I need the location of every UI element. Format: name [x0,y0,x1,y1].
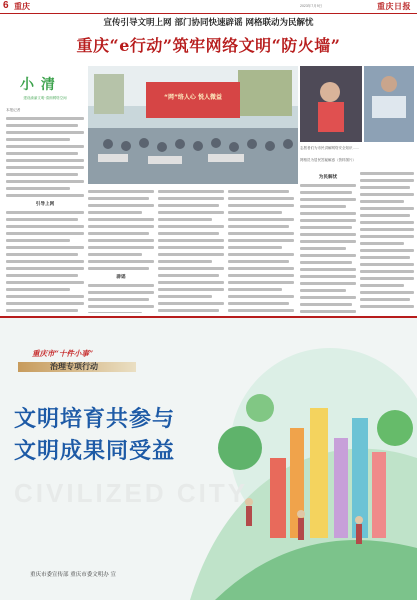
event-photo [88,66,298,184]
text-column-5 [300,172,356,313]
slogan-line-2: 文明成果同受益 [14,439,176,464]
byline: 本报记者 [6,108,21,112]
logo-subtitle: 建设渝渝文明·清朗网络空间 [23,96,67,100]
section-name: 重庆 [14,2,30,11]
volunteer-photo [300,66,362,142]
subhead-1: 引导上网 [35,202,55,207]
campaign-logo [6,74,84,104]
text-column-2 [88,190,154,313]
slogan-line-1: 文明培育共参与 [14,407,176,432]
subhead-3: 为民解忧 [318,175,338,180]
sponsor-line: 重庆市委宣传部 重庆市委文明办 宣 [30,572,116,578]
page-number: 6 [3,0,9,11]
laptop-photo [364,66,414,142]
series-title: 重庆市“十件小事” [32,349,94,358]
dateline: 2023年7月9日 [300,4,323,8]
band-text: 治理专项行动 [50,362,98,371]
civilized-city-watermark: CIVILIZED CITY [14,478,249,508]
text-column-3 [158,190,224,313]
photo-caption-2: 网格员为居民答疑解惑（资料图片） [300,158,356,162]
logo-mark: 小 清 [20,77,56,93]
event-photo-image [88,66,298,184]
laptop-photo-image [364,66,414,142]
volunteer-photo-image [300,66,362,142]
text-column-4 [228,190,294,313]
text-column-1 [6,108,84,313]
headline: 重庆“e行动”筑牢网络文明“防火墙” [76,36,341,55]
promo-tag [18,348,178,370]
photo-banner-text: “网”络人心 悦人微益 [164,94,222,101]
subhead-2: 辟谣 [116,275,126,280]
text-column-6 [360,172,414,313]
photo-caption-1: 志愿者们为市民讲解网络安全知识…… [300,146,360,150]
paper-name: 重庆日报 [377,1,411,11]
promo-block [0,318,417,600]
kicker: 宣传引导文明上网 部门协同快速辟谣 网格联动为民解忧 [103,18,314,28]
masthead [0,0,417,14]
